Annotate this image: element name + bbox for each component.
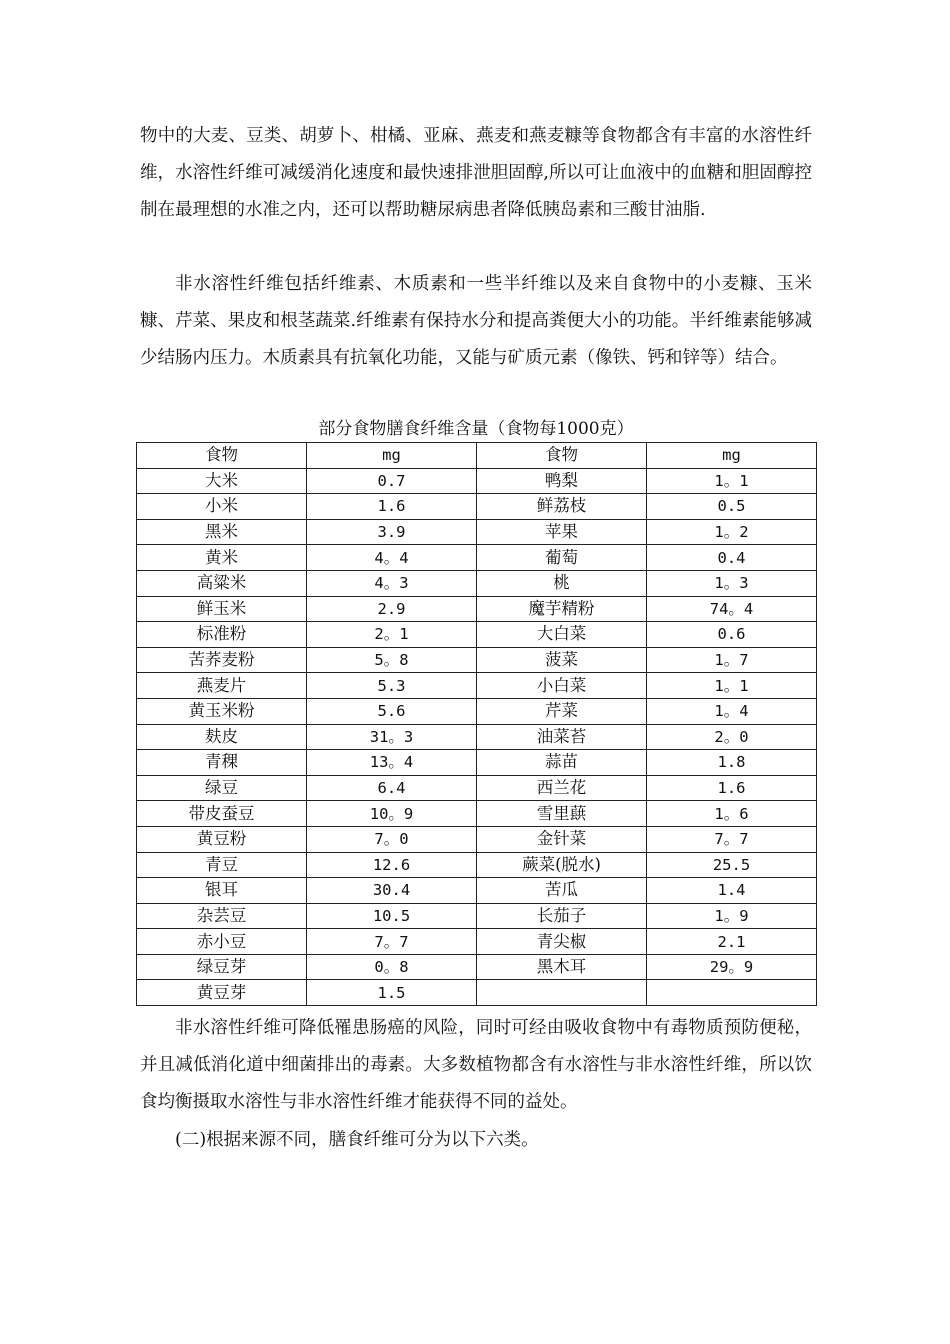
cell-value-right: 1。4 — [647, 698, 817, 724]
cell-value-left: 3.9 — [307, 519, 477, 545]
paragraph-insoluble-benefits: 非水溶性纤维可降低罹患肠癌的风险，同时可经由吸收食物中有毒物质预防便秘，并且减低消化道中细菌排出的毒素。大多数植物都含有水溶性与非水溶性纤维，所以饮食均衡摄取水溶性与非水溶性纤维才能获得不同的益处。 — [140, 1018, 812, 1112]
header-food-2: 食物 — [477, 443, 647, 469]
cell-value-left: 0。8 — [307, 954, 477, 980]
cell-value-left: 7。7 — [307, 929, 477, 955]
cell-food-right: 金针菜 — [477, 826, 647, 852]
table-row — [137, 954, 817, 980]
table-row — [137, 622, 817, 648]
table-row — [137, 826, 817, 852]
table-row — [137, 801, 817, 827]
cell-food-left: 黄豆粉 — [137, 826, 307, 852]
cell-value-right: 0.5 — [647, 494, 817, 520]
table-row — [137, 570, 817, 596]
cell-food-left: 鲜玉米 — [137, 596, 307, 622]
cell-food-right: 魔芋精粉 — [477, 596, 647, 622]
cell-value-right: 1。1 — [647, 673, 817, 699]
cell-value-right: 1。9 — [647, 903, 817, 929]
cell-value-right: 1.6 — [647, 775, 817, 801]
cell-food-left: 银耳 — [137, 878, 307, 904]
table-row — [137, 596, 817, 622]
cell-value-right: 74。4 — [647, 596, 817, 622]
cell-value-left: 10。9 — [307, 801, 477, 827]
cell-value-left: 4。3 — [307, 570, 477, 596]
table-row — [137, 468, 817, 494]
cell-value-left: 13。4 — [307, 750, 477, 776]
cell-value-right: 1。2 — [647, 519, 817, 545]
cell-food-right: 苹果 — [477, 519, 647, 545]
cell-food-right: 鲜荔枝 — [477, 494, 647, 520]
table-row — [137, 903, 817, 929]
cell-food-left: 绿豆芽 — [137, 954, 307, 980]
cell-food-right: 小白菜 — [477, 673, 647, 699]
cell-food-right: 大白菜 — [477, 622, 647, 648]
cell-value-left: 4。4 — [307, 545, 477, 571]
cell-value-left: 5.6 — [307, 698, 477, 724]
table-row — [137, 878, 817, 904]
cell-value-left: 1.6 — [307, 494, 477, 520]
cell-food-left: 黄豆芽 — [137, 980, 307, 1006]
cell-food-right: 长茄子 — [477, 903, 647, 929]
cell-value-left: 7。0 — [307, 826, 477, 852]
cell-value-left: 5.3 — [307, 673, 477, 699]
cell-food-left: 苦荞麦粉 — [137, 647, 307, 673]
cell-value-right: 1.8 — [647, 750, 817, 776]
cell-food-left: 青稞 — [137, 750, 307, 776]
cell-value-right: 1。1 — [647, 468, 817, 494]
cell-food-right: 油菜苔 — [477, 724, 647, 750]
header-food-1: 食物 — [137, 443, 307, 469]
cell-food-left: 杂芸豆 — [137, 903, 307, 929]
table-row — [137, 852, 817, 878]
cell-food-left: 高粱米 — [137, 570, 307, 596]
table-row — [137, 775, 817, 801]
cell-food-left: 麸皮 — [137, 724, 307, 750]
cell-value-right: 29。9 — [647, 954, 817, 980]
cell-value-right: 1。7 — [647, 647, 817, 673]
cell-value-right: 25.5 — [647, 852, 817, 878]
cell-food-right: 葡萄 — [477, 545, 647, 571]
table-body — [137, 443, 817, 1006]
cell-value-right: 7。7 — [647, 826, 817, 852]
cell-value-left: 31。3 — [307, 724, 477, 750]
cell-value-right: 0.6 — [647, 622, 817, 648]
paragraph-soluble-fiber: 物中的大麦、豆类、胡萝卜、柑橘、亚麻、燕麦和燕麦糠等食物都含有丰富的水溶性纤维，水溶性纤维可减缓消化速度和最快速排泄胆固醇,所以可让血液中的血糖和胆固醇控制在最理想的水准之内，还可以帮助糖尿病患者降低胰岛素和三酸甘油脂. — [140, 126, 812, 220]
cell-food-right: 青尖椒 — [477, 929, 647, 955]
cell-food-left: 青豆 — [137, 852, 307, 878]
fiber-content-table — [136, 442, 817, 1006]
table-caption: 部分食物膳食纤维含量（食物每1000克） — [318, 419, 634, 439]
cell-food-right: 蒜苗 — [477, 750, 647, 776]
cell-value-left: 1.5 — [307, 980, 477, 1006]
cell-food-right: 雪里蕻 — [477, 801, 647, 827]
table-row — [137, 673, 817, 699]
cell-food-left: 黄玉米粉 — [137, 698, 307, 724]
cell-value-left: 2。1 — [307, 622, 477, 648]
cell-value-right: 1.4 — [647, 878, 817, 904]
cell-food-right: 菠菜 — [477, 647, 647, 673]
cell-food-right: 黑木耳 — [477, 954, 647, 980]
cell-food-right: 芹菜 — [477, 698, 647, 724]
header-mg-1: mg — [307, 443, 477, 469]
table-row — [137, 929, 817, 955]
table-row — [137, 494, 817, 520]
cell-value-right: 2.1 — [647, 929, 817, 955]
cell-value-right: 0.4 — [647, 545, 817, 571]
cell-value-left: 12.6 — [307, 852, 477, 878]
cell-food-right: 西兰花 — [477, 775, 647, 801]
cell-value-left: 30.4 — [307, 878, 477, 904]
header-mg-2: mg — [647, 443, 817, 469]
cell-value-left: 5。8 — [307, 647, 477, 673]
table-row — [137, 647, 817, 673]
cell-value-right: 1。6 — [647, 801, 817, 827]
cell-food-right: 鸭梨 — [477, 468, 647, 494]
cell-value-left: 0.7 — [307, 468, 477, 494]
cell-food-right: 苦瓜 — [477, 878, 647, 904]
table-header-row — [137, 443, 817, 469]
paragraph-classification: (二)根据来源不同，膳食纤维可分为以下六类。 — [175, 1130, 539, 1150]
table-row — [137, 724, 817, 750]
cell-value-right: 1。3 — [647, 570, 817, 596]
cell-food-left: 大米 — [137, 468, 307, 494]
cell-food-left: 赤小豆 — [137, 929, 307, 955]
table-row — [137, 980, 817, 1006]
cell-food-right — [477, 980, 647, 1006]
table-row — [137, 519, 817, 545]
cell-food-left: 带皮蚕豆 — [137, 801, 307, 827]
cell-food-left: 黑米 — [137, 519, 307, 545]
cell-food-left: 小米 — [137, 494, 307, 520]
cell-value-right: 2。0 — [647, 724, 817, 750]
cell-food-right: 桃 — [477, 570, 647, 596]
cell-food-left: 燕麦片 — [137, 673, 307, 699]
cell-food-left: 标准粉 — [137, 622, 307, 648]
cell-value-left: 2.9 — [307, 596, 477, 622]
cell-food-left: 绿豆 — [137, 775, 307, 801]
cell-value-left: 6.4 — [307, 775, 477, 801]
table-row — [137, 750, 817, 776]
cell-value-left: 10.5 — [307, 903, 477, 929]
paragraph-insoluble-fiber: 非水溶性纤维包括纤维素、木质素和一些半纤维以及来自食物中的小麦糠、玉米糠、芹菜、果皮和根茎蔬菜.纤维素有保持水分和提高粪便大小的功能。半纤维素能够减少结肠内压力。木质素具有抗氧化功能，又能与矿质元素（像铁、钙和锌等）结合。 — [140, 274, 812, 368]
cell-food-left: 黄米 — [137, 545, 307, 571]
cell-value-right — [647, 980, 817, 1006]
table-row — [137, 545, 817, 571]
table-row — [137, 698, 817, 724]
cell-food-right: 蕨菜(脱水) — [477, 852, 647, 878]
